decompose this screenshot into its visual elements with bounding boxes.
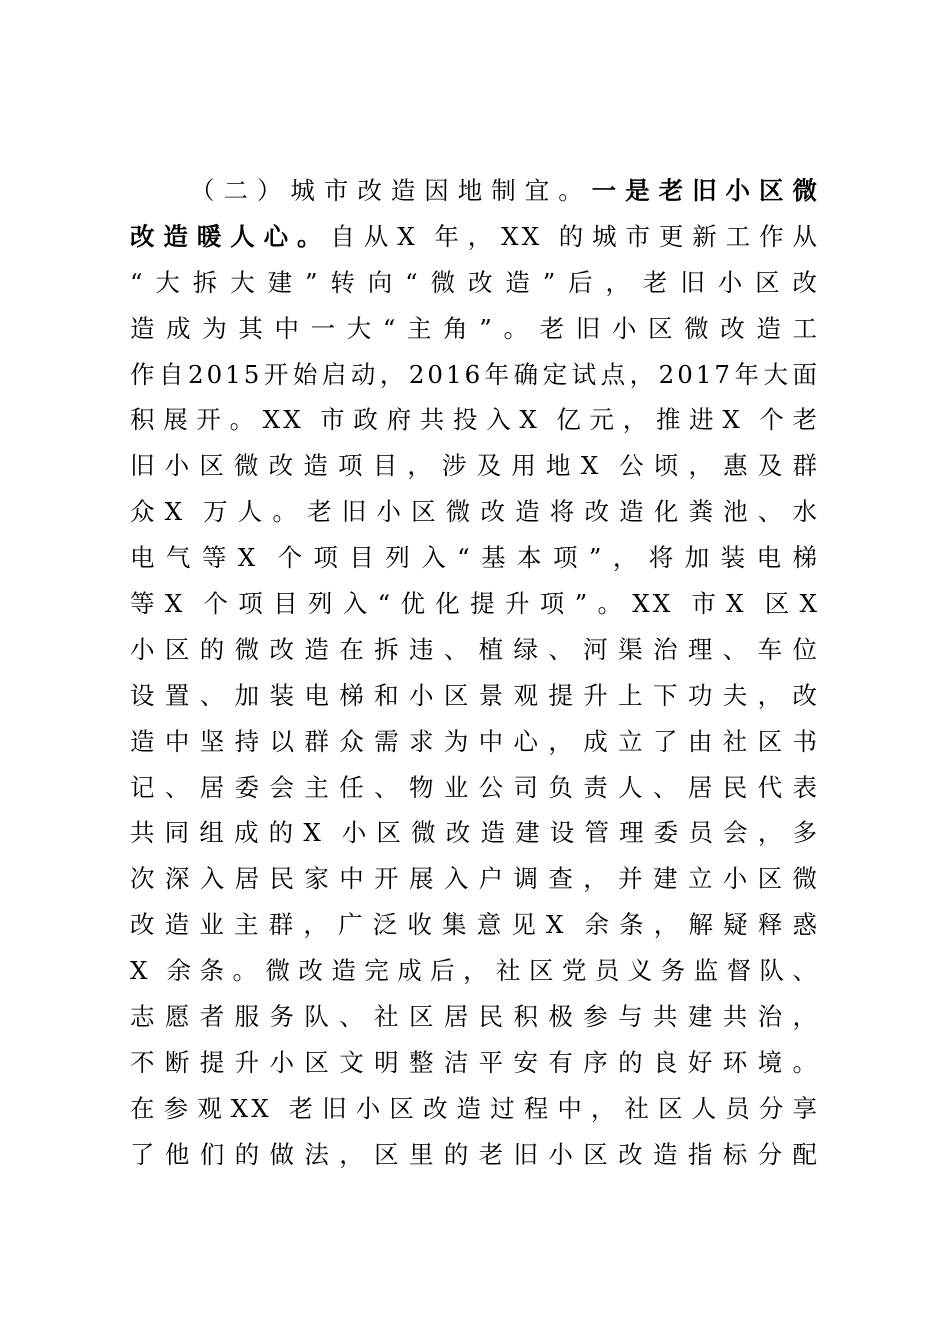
text-line xyxy=(130,856,820,902)
text-segment: 在参观XX 老旧小区改造过程中，社区人员分享 xyxy=(130,1093,820,1123)
text-line xyxy=(130,673,820,719)
text-segment: 造中坚持以群众需求为中心，成立了由社区书 xyxy=(130,726,820,756)
text-segment: 积展开。XX 市政府共投入X 亿元，推进X 个老 xyxy=(130,405,820,435)
text-segment: “大拆大建”转向“微改造”后，老旧小区改 xyxy=(130,267,820,297)
text-segment: X 余条。微改造完成后，社区党员义务监督队、 xyxy=(130,956,820,986)
text-segment: 造成为其中一大“主角”。老旧小区微改造工 xyxy=(130,313,820,343)
text-line xyxy=(130,535,820,581)
text-segment: 众X 万人。老旧小区微改造将改造化粪池、水 xyxy=(130,497,820,527)
text-line xyxy=(130,902,820,948)
text-line xyxy=(130,214,820,260)
text-segment: 改造业主群，广泛收集意见X 余条，解疑释惑 xyxy=(130,910,820,940)
text-segment-bold: 改造暖人心。 xyxy=(130,221,331,251)
text-line xyxy=(130,581,820,627)
text-segment: 不断提升小区文明整洁平安有序的良好环境。 xyxy=(130,1047,820,1077)
text-line xyxy=(130,489,820,535)
text-line xyxy=(130,306,820,352)
text-line xyxy=(130,168,820,214)
text-segment-bold: 一是老旧小区微 xyxy=(591,176,821,205)
text-line xyxy=(130,1040,820,1086)
body-text xyxy=(130,168,820,1178)
text-line xyxy=(130,1132,820,1178)
text-line xyxy=(130,352,820,398)
text-segment: 作自2015开始启动，2016年确定试点，2017年大面 xyxy=(130,359,820,389)
text-line xyxy=(130,1086,820,1132)
text-segment: 志愿者服务队、社区居民积极参与共建共治， xyxy=(130,1002,820,1032)
text-line xyxy=(130,443,820,489)
text-line xyxy=(130,260,820,306)
text-segment: 记、居委会主任、物业公司负责人、居民代表 xyxy=(130,772,820,802)
text-line xyxy=(130,994,820,1040)
text-segment: 了他们的做法，区里的老旧小区改造指标分配 xyxy=(130,1139,820,1169)
text-line xyxy=(130,810,820,856)
text-segment: 电气等X 个项目列入“基本项”，将加装电梯 xyxy=(130,543,820,573)
text-line xyxy=(130,627,820,673)
text-segment: 自从X 年，XX 的城市更新工作从 xyxy=(330,221,821,251)
text-segment: 共同组成的X 小区微改造建设管理委员会，多 xyxy=(130,818,820,848)
text-line xyxy=(130,397,820,443)
text-line xyxy=(130,948,820,994)
text-segment: 设置、加装电梯和小区景观提升上下功夫，改 xyxy=(130,680,820,710)
text-segment: 等X 个项目列入“优化提升项”。XX 市X 区X xyxy=(130,589,820,619)
text-segment: 旧小区微改造项目，涉及用地X 公顷，惠及群 xyxy=(130,451,820,481)
text-segment: （二）城市改造因地制宜。 xyxy=(190,176,592,205)
text-segment: 小区的微改造在拆违、植绿、河渠治理、车位 xyxy=(130,634,820,664)
text-segment: 次深入居民家中开展入户调查，并建立小区微 xyxy=(130,864,820,894)
text-line xyxy=(130,765,820,811)
text-line xyxy=(130,719,820,765)
